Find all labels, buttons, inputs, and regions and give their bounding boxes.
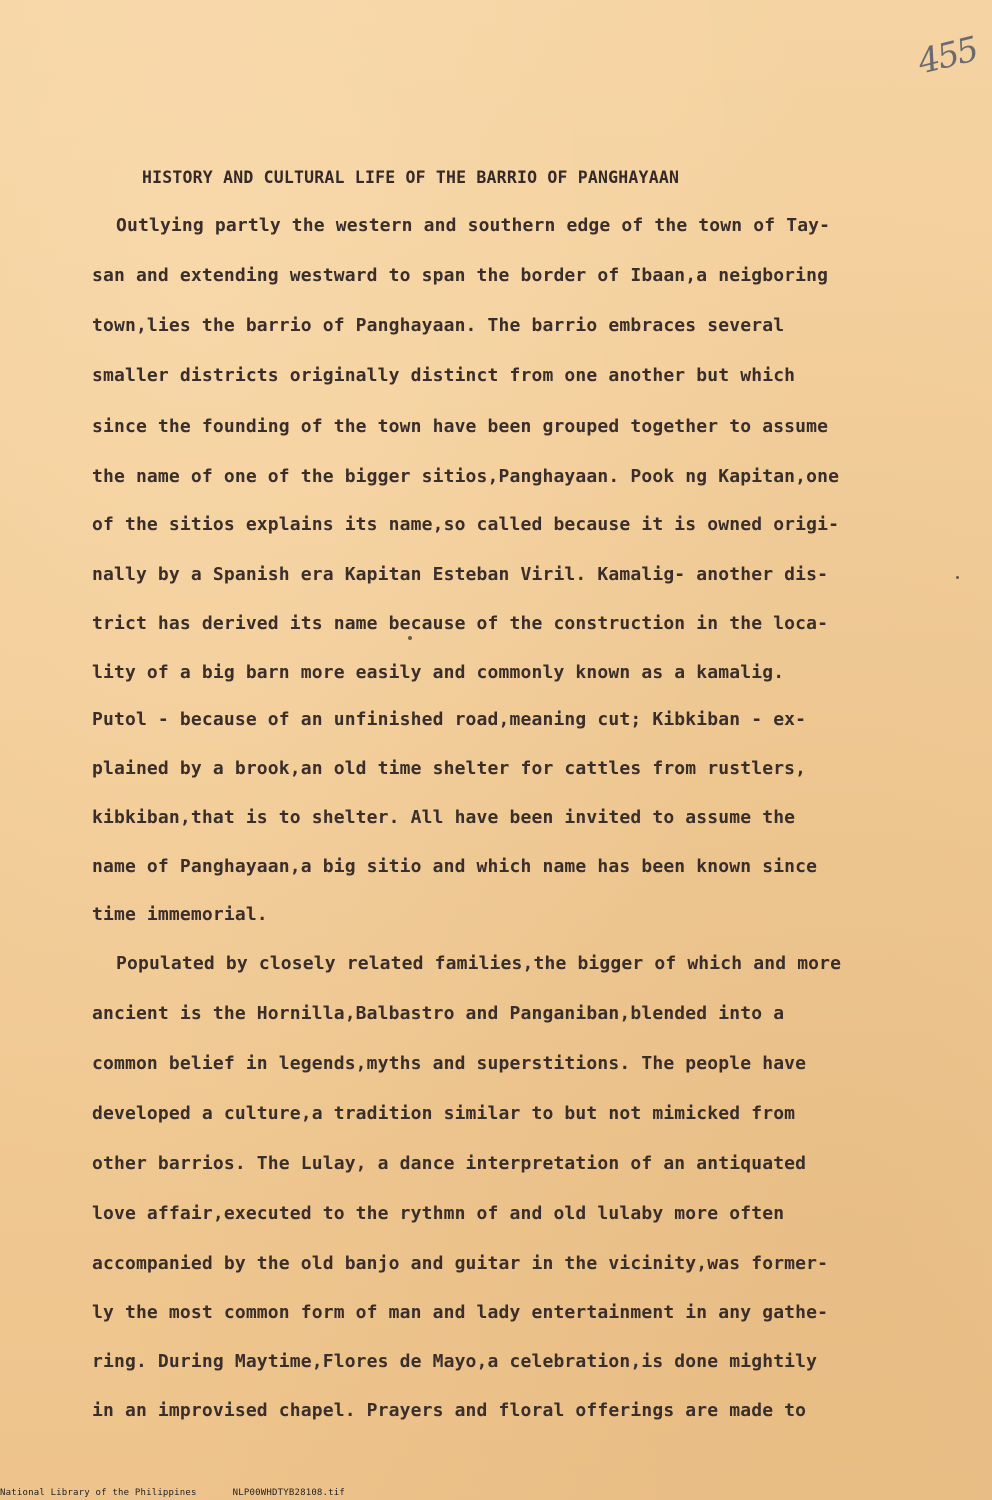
scan-footer	[0, 1488, 345, 1498]
text-line: trict has derived its name because of the construction in the loca-	[92, 613, 829, 634]
footer-library: National Library of the Philippines	[0, 1488, 197, 1498]
text-line: love affair,executed to the rythmn of and old lulaby more often	[92, 1203, 785, 1224]
text-line: ring. During Maytime,Flores de Mayo,a celebration,is done mightily	[92, 1351, 818, 1372]
text-line: ly the most common form of man and lady entertainment in any gathe-	[92, 1302, 829, 1323]
text-line: plained by a brook,an old time shelter for cattles from rustlers,	[92, 758, 807, 779]
page-title: HISTORY AND CULTURAL LIFE OF THE BARRIO OF PANGHAYAAN	[142, 168, 680, 187]
text-line: the name of one of the bigger sitios,Panghayaan. Pook ng Kapitan,one	[92, 466, 840, 487]
text-line: kibkiban,that is to shelter. All have been invited to assume the	[92, 807, 796, 828]
text-line: since the founding of the town have been grouped together to assume	[92, 416, 829, 437]
text-line: in an improvised chapel. Prayers and floral offerings are made to	[92, 1400, 807, 1421]
text-line: of the sitios explains its name,so called because it is owned origi-	[92, 514, 840, 535]
text-line: common belief in legends,myths and superstitions. The people have	[92, 1053, 807, 1074]
paper-speck	[956, 576, 959, 579]
text-line: Putol - because of an unfinished road,meaning cut; Kibkiban - ex-	[92, 709, 807, 730]
text-line: developed a culture,a tradition similar to but not mimicked from	[92, 1103, 796, 1124]
text-line: Populated by closely related families,the bigger of which and more	[116, 953, 842, 974]
text-line: time immemorial.	[92, 904, 268, 925]
footer-filename: NLP00WHDTYB28108.tif	[232, 1488, 346, 1498]
text-line: smaller districts originally distinct from one another but which	[92, 365, 796, 386]
text-line: lity of a big barn more easily and commonly known as a kamalig.	[92, 662, 785, 683]
text-line: nally by a Spanish era Kapitan Esteban Viril. Kamalig- another dis-	[92, 564, 829, 585]
text-line: ancient is the Hornilla,Balbastro and Panganiban,blended into a	[92, 1003, 785, 1024]
text-line: san and extending westward to span the border of Ibaan,a neigboring	[92, 265, 829, 286]
text-line: other barrios. The Lulay, a dance interpretation of an antiquated	[92, 1153, 807, 1174]
text-line: name of Panghayaan,a big sitio and which name has been known since	[92, 856, 818, 877]
handwritten-page-number: 455	[914, 29, 981, 83]
text-line: accompanied by the old banjo and guitar in the vicinity,was former-	[92, 1253, 829, 1274]
text-line: town,lies the barrio of Panghayaan. The barrio embraces several	[92, 315, 785, 336]
text-line: Outlying partly the western and southern edge of the town of Tay-	[116, 215, 831, 236]
paper-speck	[408, 636, 412, 640]
